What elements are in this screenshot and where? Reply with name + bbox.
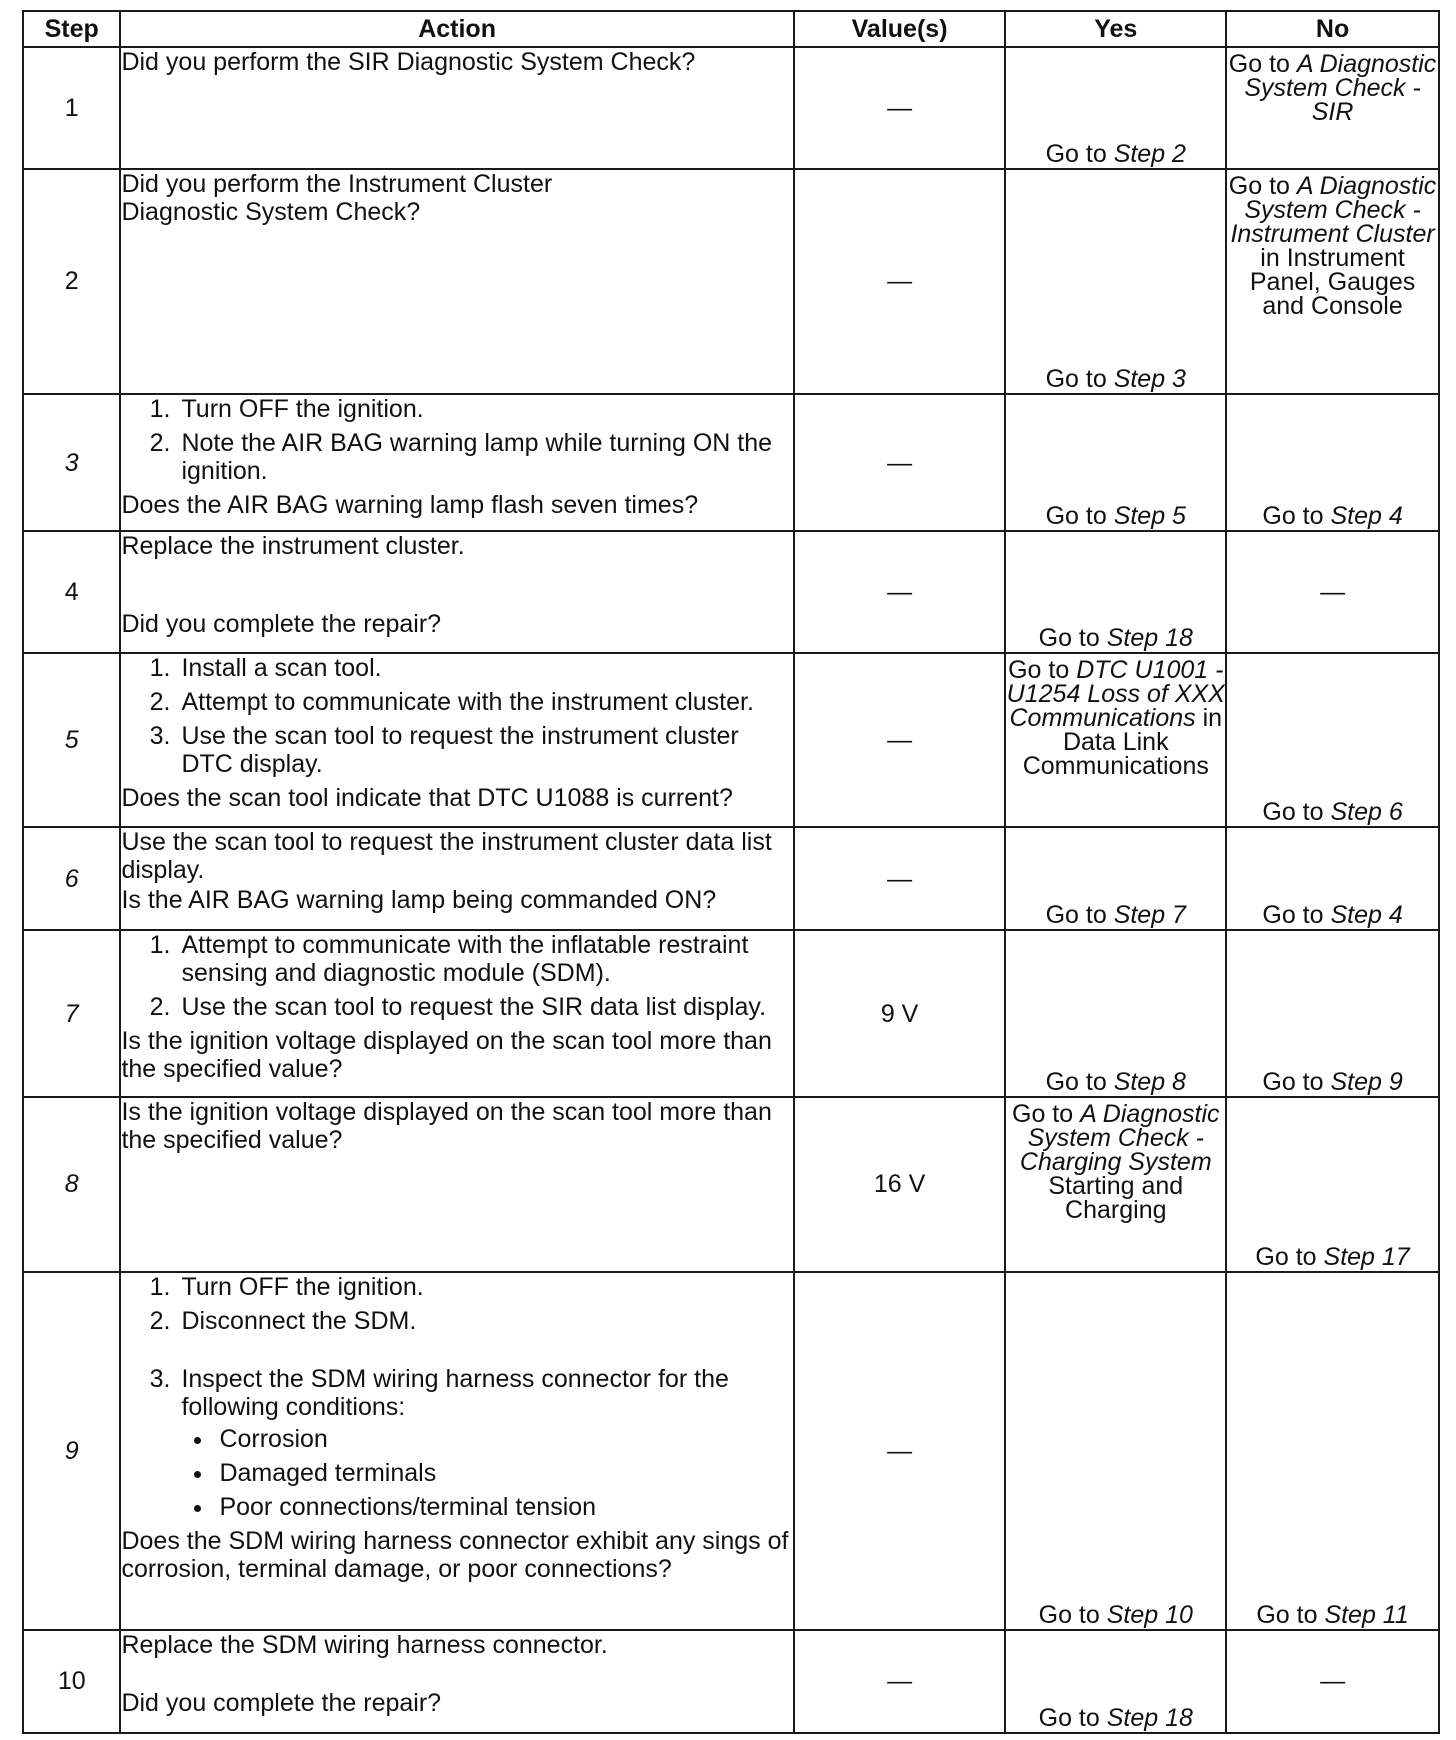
go-to-text: Go to [1262,901,1331,930]
no-cell[interactable] [1226,930,1439,1097]
step-number: 2 [23,169,120,395]
step-number: 4 [23,531,120,654]
go-to-text: Go to [1038,624,1107,653]
go-to-text: Go to [1038,1600,1107,1629]
bullet-item: • Corrosion [215,1425,792,1453]
step-link[interactable]: Step 8 [1113,1068,1186,1097]
manual-section-text: Starting and Charging [1048,1172,1184,1225]
procedure-link[interactable]: A Diagnostic System Check - Instrument Cluster [1230,171,1437,248]
header-no: No [1226,11,1439,47]
go-to-text: Go to [1256,1600,1325,1629]
yes-cell[interactable] [1005,827,1226,930]
step-number: 10 [23,1630,120,1733]
go-to-text: Go to [1045,901,1114,930]
value-cell: — [794,531,1006,654]
action-cell [120,1272,793,1630]
header-step: Step [23,11,120,47]
step-link[interactable]: Step 17 [1323,1242,1410,1271]
go-to-text: Go to [1038,1704,1107,1732]
no-cell: — [1226,531,1439,654]
procedure-link[interactable]: A Diagnostic System Check - Charging System [1019,1100,1220,1177]
table-row [23,827,1439,930]
no-cell[interactable] [1226,1097,1439,1272]
no-cell[interactable] [1226,827,1439,930]
table-row [23,531,1439,654]
list-item: 1. Install a scan tool. [177,654,792,682]
value-cell: — [794,47,1006,169]
go-to-text: Go to [1228,50,1297,78]
value-cell: — [794,169,1006,395]
diagnostic-table [22,10,1440,1734]
manual-section-text: in Data Link Communications [1022,704,1223,781]
action-question: Is the AIR BAG warning lamp being commanded ON? [121,886,717,915]
table-row [23,930,1439,1097]
table-row [23,47,1439,169]
go-to-text: Go to [1262,1068,1331,1097]
list-item: 1. Turn OFF the ignition. [177,395,792,423]
no-cell: — [1226,1630,1439,1733]
manual-section-text: in Instrument Panel, Gauges and Console [1249,243,1416,320]
step-number: 9 [23,1272,120,1630]
step-number: 5 [23,653,120,827]
no-cell[interactable] [1226,169,1439,395]
step-link[interactable]: Step 5 [1113,501,1186,530]
action-text: Replace the SDM wiring harness connector. [121,1630,608,1659]
yes-cell[interactable] [1005,930,1226,1097]
no-cell[interactable] [1226,47,1439,169]
table-row [23,394,1439,531]
list-item: 1. Turn OFF the ignition. [177,1273,792,1301]
action-steps [121,654,792,778]
step-link[interactable]: Step 4 [1330,901,1403,930]
action-cell [120,1630,793,1733]
step-link[interactable]: Step 10 [1106,1600,1193,1629]
yes-cell[interactable] [1005,1630,1226,1733]
go-to-text: Go to [1045,139,1114,168]
go-to-text: Go to [1228,171,1297,200]
value-cell: — [794,1272,1006,1630]
action-steps [121,1273,792,1521]
action-question: Did you perform the SIR Diagnostic System Check? [121,48,696,76]
action-cell [120,394,793,531]
no-cell[interactable] [1226,394,1439,531]
table-row [23,653,1439,827]
condition-list [181,1425,792,1521]
bullet-item: • Damaged terminals [215,1459,792,1487]
step-link[interactable]: Step 18 [1106,624,1193,653]
value-cell: 9 V [794,930,1006,1097]
yes-cell[interactable] [1005,531,1226,654]
go-to-text: Go to [1008,656,1077,685]
header-values: Value(s) [794,11,1006,47]
go-to-text: Go to [1262,798,1331,827]
step-link[interactable]: Step 6 [1330,798,1403,827]
value-cell: — [794,827,1006,930]
procedure-link[interactable]: DTC U1001 - U1254 Loss of XXX Communications [1006,656,1225,733]
step-link[interactable]: Step 18 [1106,1704,1193,1732]
value-cell: 16 V [794,1097,1006,1272]
header-action: Action [120,11,793,47]
yes-cell[interactable] [1005,169,1226,395]
no-cell[interactable] [1226,1272,1439,1630]
step-link[interactable]: Step 4 [1330,501,1403,530]
value-cell: — [794,653,1006,827]
action-text: Use the scan tool to request the instrument cluster data list display. [121,828,772,885]
step-link[interactable]: Step 3 [1113,365,1186,394]
action-cell [120,827,793,930]
value-cell: — [794,1630,1006,1733]
action-cell [120,47,793,169]
action-question: Does the scan tool indicate that DTC U1088 is current? [121,784,733,813]
go-to-text: Go to [1255,1242,1324,1271]
action-steps [121,931,792,1021]
header-yes: Yes [1005,11,1226,47]
action-question: Did you complete the repair? [121,609,442,638]
value-cell: — [794,394,1006,531]
yes-cell[interactable] [1005,394,1226,531]
bullet-item: • Poor connections/terminal tension [215,1493,792,1521]
step-link[interactable]: Step 11 [1324,1600,1409,1629]
step-number: 6 [23,827,120,930]
action-steps [121,395,792,485]
action-cell [120,531,793,654]
step-link[interactable]: Step 9 [1330,1068,1403,1097]
yes-cell[interactable] [1005,1097,1226,1272]
go-to-text: Go to [1012,1100,1081,1129]
go-to-text: Go to [1262,501,1331,530]
no-cell[interactable] [1226,653,1439,827]
action-cell [120,1097,793,1272]
list-item: 2. Use the scan tool to request the SIR data list display. [177,993,792,1021]
action-question: Does the SDM wiring harness connector exhibit any sings of corrosion, terminal damage, or poor connections? [121,1526,789,1583]
action-question: Did you perform the Instrument Cluster Diagnostic System Check? [121,169,553,226]
step-number: 8 [23,1097,120,1272]
procedure-link[interactable]: A Diagnostic System Check - SIR [1244,50,1437,126]
yes-cell[interactable] [1005,47,1226,169]
step-number: 1 [23,47,120,169]
go-to-text: Go to [1045,1068,1114,1097]
step-link[interactable]: Step 2 [1113,139,1186,168]
table-row [23,1097,1439,1272]
yes-cell[interactable] [1005,653,1226,827]
go-to-text: Go to [1045,365,1114,394]
action-question: Did you complete the repair? [121,1688,442,1717]
list-item: 3. Use the scan tool to request the instrument cluster DTC display. [177,722,792,778]
action-question: Is the ignition voltage displayed on the scan tool more than the specified value? [121,1027,772,1084]
action-text: Replace the instrument cluster. [121,531,465,560]
action-question: Does the AIR BAG warning lamp flash seven times? [121,491,699,520]
action-cell [120,653,793,827]
step-number: 7 [23,930,120,1097]
step-number: 3 [23,394,120,531]
table-row [23,1272,1439,1630]
list-item: 1. Attempt to communicate with the inflatable restraint sensing and diagnostic module (SDM). [177,931,792,987]
action-cell [120,930,793,1097]
yes-cell[interactable] [1005,1272,1226,1630]
list-item: 2. Attempt to communicate with the instrument cluster. [177,688,792,716]
go-to-text: Go to [1045,501,1114,530]
action-question: Is the ignition voltage displayed on the scan tool more than the specified value? [121,1098,772,1155]
table-row [23,169,1439,395]
list-item: 2. Note the AIR BAG warning lamp while turning ON the ignition. [177,429,792,485]
list-item: 2. Disconnect the SDM. [177,1307,792,1335]
header-row [23,11,1439,47]
table-row [23,1630,1439,1733]
step-link[interactable]: Step 7 [1113,901,1186,930]
action-cell [120,169,793,395]
list-item: 3. Inspect the SDM wiring harness connector for the following conditions: • Corrosion • Damaged terminals • Poor connections/terminal tension [177,1365,792,1521]
